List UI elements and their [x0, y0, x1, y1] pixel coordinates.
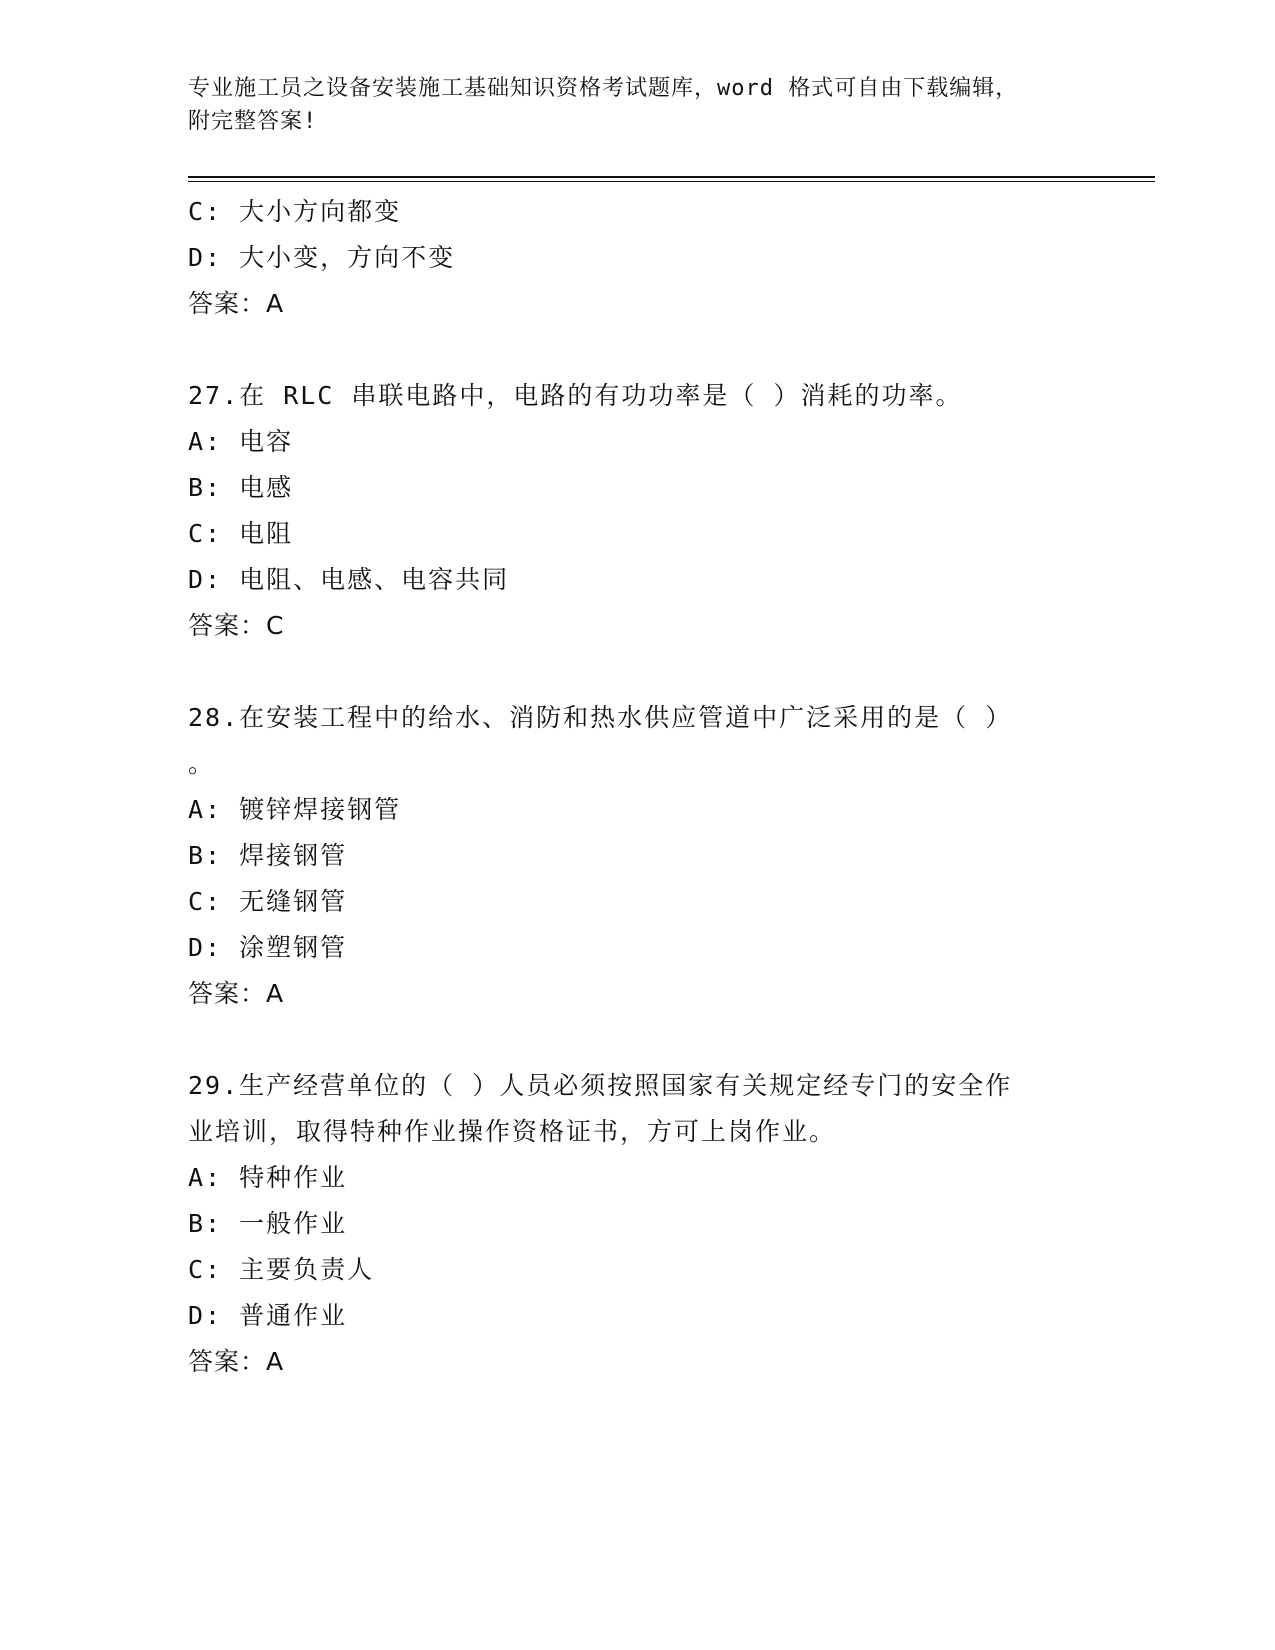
option-b: B: 电感 — [188, 473, 294, 502]
option-c: C: 电阻 — [188, 519, 294, 548]
spacer — [188, 327, 1088, 373]
option-a: A: 电容 — [188, 427, 294, 456]
answer-line: 答案：C — [188, 611, 285, 640]
answer-line: 答案：A — [188, 1347, 285, 1376]
header-line-1: 专业施工员之设备安装施工基础知识资格考试题库，word 格式可自由下载编辑， — [188, 76, 1019, 101]
question-26-continued — [188, 189, 1088, 327]
spacer — [188, 1017, 1088, 1063]
option-d: D: 电阻、电感、电容共同 — [188, 565, 510, 594]
question-28 — [188, 695, 1088, 1017]
header-line-2: 附完整答案! — [188, 109, 318, 134]
option-c: C: 无缝钢管 — [188, 887, 348, 916]
header-rule-thin — [188, 181, 1155, 182]
answer-line: 答案：A — [188, 289, 285, 318]
question-27 — [188, 373, 1088, 649]
document-header — [188, 72, 1088, 138]
option-c: C: 大小方向都变 — [188, 197, 402, 226]
spacer — [188, 649, 1088, 695]
option-d: D: 涂塑钢管 — [188, 933, 348, 962]
header-rule-thick — [188, 176, 1155, 178]
question-stem: 28.在安装工程中的给水、消防和热水供应管道中广泛采用的是（ ） — [188, 703, 1013, 732]
question-stem: 29.生产经营单位的（ ）人员必须按照国家有关规定经专门的安全作 — [188, 1071, 1013, 1100]
question-stem: 27.在 RLC 串联电路中，电路的有功功率是（ ）消耗的功率。 — [188, 381, 963, 410]
option-c: C: 主要负责人 — [188, 1255, 375, 1284]
option-a: A: 镀锌焊接钢管 — [188, 795, 402, 824]
option-d: D: 普通作业 — [188, 1301, 348, 1330]
answer-line: 答案：A — [188, 979, 285, 1008]
option-b: B: 焊接钢管 — [188, 841, 348, 870]
question-stem-continued: 业培训，取得特种作业操作资格证书，方可上岗作业。 — [188, 1117, 837, 1146]
option-a: A: 特种作业 — [188, 1163, 348, 1192]
question-stem-continued: 。 — [188, 749, 216, 778]
question-content — [188, 189, 1088, 1385]
option-b: B: 一般作业 — [188, 1209, 348, 1238]
option-d: D: 大小变，方向不变 — [188, 243, 456, 272]
question-29 — [188, 1063, 1088, 1385]
